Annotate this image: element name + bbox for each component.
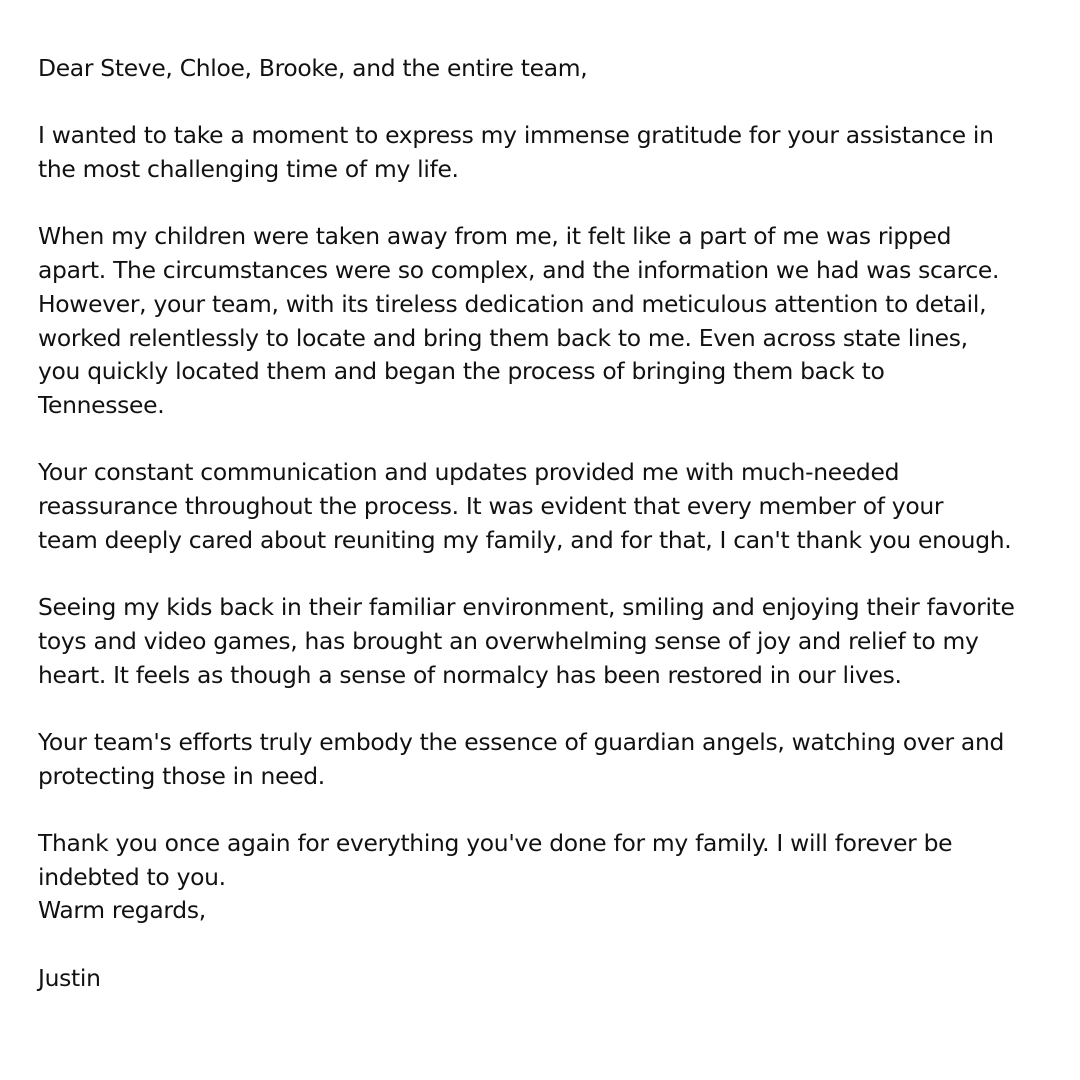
salutation — [38, 52, 1053, 86]
text-line: worked relentlessly to locate and bring them back to me. Even across state lines, — [38, 323, 968, 352]
text-line: reassurance throughout the process. It was evident that every member of your — [38, 492, 944, 521]
paragraph-kids-home — [38, 591, 1053, 692]
letter-body — [38, 52, 1053, 1029]
paragraph-children — [38, 220, 1053, 422]
text-line: I wanted to take a moment to express my immense gratitude for your assistance in — [38, 121, 994, 150]
text-line: Thank you once again for everything you've done for my family. I will forever be — [38, 829, 953, 858]
text-line: When my children were taken away from me, it felt like a part of me was ripped — [38, 222, 952, 251]
signature — [38, 962, 1053, 996]
text-line: protecting those in need. — [38, 761, 325, 790]
paragraph-guardian-angels — [38, 726, 1053, 793]
text-line: indebted to you. — [38, 862, 226, 891]
signature-name: Justin — [38, 963, 101, 992]
text-line: Seeing my kids back in their familiar environment, smiling and enjoying their favorite — [38, 593, 1015, 622]
text-line: Your team's efforts truly embody the essence of guardian angels, watching over and — [38, 727, 1005, 756]
closing-line: Warm regards, — [38, 896, 206, 925]
text-line: you quickly located them and began the process of bringing them back to — [38, 357, 885, 386]
text-line: However, your team, with its tireless dedication and meticulous attention to detail, — [38, 289, 987, 318]
text-line: heart. It feels as though a sense of normalcy has been restored in our lives. — [38, 660, 902, 689]
salutation-line: Dear Steve, Chloe, Brooke, and the entire team, — [38, 54, 588, 82]
paragraph-gratitude — [38, 119, 1053, 186]
closing — [38, 894, 1053, 928]
paragraph-communication — [38, 456, 1053, 557]
text-line: Tennessee. — [38, 391, 165, 419]
text-line: toys and video games, has brought an overwhelming sense of joy and relief to my — [38, 626, 979, 655]
text-line: team deeply cared about reuniting my family, and for that, I can't thank you enough. — [38, 525, 1012, 554]
paragraph-thank-you — [38, 827, 1053, 894]
text-line: the most challenging time of my life. — [38, 155, 459, 184]
text-line: apart. The circumstances were so complex, and the information we had was scarce. — [38, 256, 1000, 285]
text-line: Your constant communication and updates provided me with much-needed — [38, 458, 900, 487]
